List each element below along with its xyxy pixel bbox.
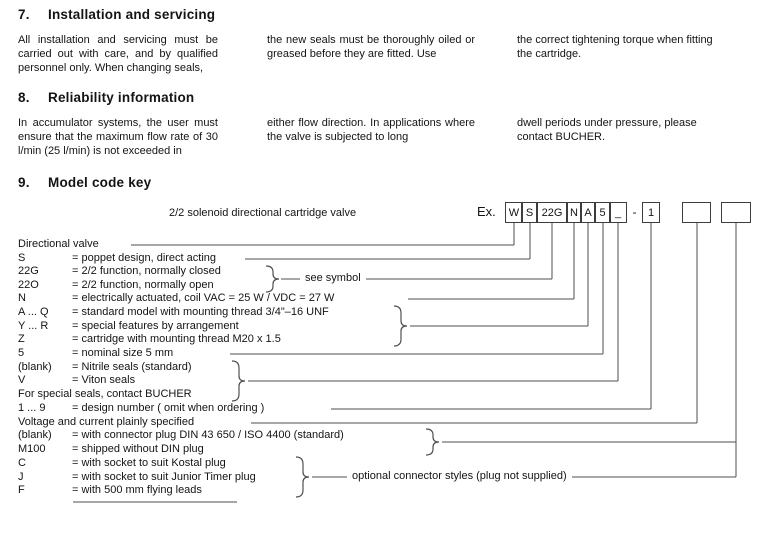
model-code-row: [18, 320, 239, 332]
model-code-row: [18, 388, 192, 400]
section-8-column-2: either flow direction. In applications where the valve is subjected to long: [267, 117, 475, 143]
vertical-drop-lines: [514, 223, 736, 477]
code-label: Voltage and current plainly specified: [18, 416, 195, 428]
model-code-row: [18, 471, 256, 483]
model-code-box-n: N: [566, 202, 582, 223]
code-label: M100: [18, 443, 46, 455]
code-label: 22G: [18, 265, 39, 277]
section-number: 7.: [18, 7, 30, 22]
code-label: J: [18, 471, 24, 483]
section-number: 8.: [18, 90, 30, 105]
code-label: F: [18, 484, 25, 496]
code-description: = Viton seals: [72, 374, 136, 386]
code-label: (blank): [18, 429, 52, 441]
code-label: 1 ... 9: [18, 402, 46, 414]
model-code-row: [18, 279, 214, 291]
model-code-row: [18, 402, 264, 414]
model-code-box-connector: [721, 202, 751, 223]
model-code-row: [18, 265, 221, 277]
model-code-row: [18, 457, 226, 469]
model-code-row: [18, 484, 202, 496]
code-description: = with connector plug DIN 43 650 / ISO 4400 (standard): [72, 429, 344, 441]
code-description: = with 500 mm flying leads: [72, 484, 202, 496]
code-label: (blank): [18, 361, 52, 373]
code-description: = 2/2 function, normally closed: [72, 265, 221, 277]
code-label: C: [18, 457, 26, 469]
code-label: S: [18, 252, 26, 264]
code-label: A ... Q: [18, 306, 49, 318]
section-8-column-1: In accumulator systems, the user must ensure that the maximum flow rate of 30 l/min (25 l/min) is not exceeded in: [18, 117, 218, 157]
model-code-row: [18, 443, 204, 455]
section-7-column-3: the correct tightening torque when fitting the cartridge.: [517, 34, 713, 60]
model-code-box-a: A: [580, 202, 596, 223]
code-label: For special seals, contact BUCHER: [18, 388, 192, 400]
section-title: Installation and servicing: [48, 7, 216, 22]
see-symbol-label: see symbol: [300, 272, 366, 284]
code-label: Directional valve: [18, 238, 99, 250]
code-description: = Nitrile seals (standard): [72, 361, 192, 373]
model-code-box-s: S: [521, 202, 538, 223]
model-code-separator: -: [632, 205, 637, 219]
model-code-box-voltage: [682, 202, 711, 223]
code-description: = poppet design, direct acting: [72, 252, 217, 264]
code-description: = with socket to suit Kostal plug: [72, 457, 226, 469]
code-description: = cartridge with mounting thread M20 x 1.5: [72, 333, 281, 345]
example-label: Ex.: [477, 204, 496, 219]
code-label: Y ... R: [18, 320, 49, 332]
model-code-row: [18, 252, 216, 264]
code-description: = design number ( omit when ordering ): [72, 402, 265, 414]
model-code-row: [18, 429, 344, 441]
code-description: = with socket to suit Junior Timer plug: [72, 471, 256, 483]
section-number: 9.: [18, 175, 30, 190]
valve-type-caption: 2/2 solenoid directional cartridge valve: [169, 207, 357, 219]
optional-connector-label: optional connector styles (plug not supplied): [347, 470, 572, 482]
code-label: 22O: [18, 279, 39, 291]
model-code-row: [18, 361, 192, 373]
model-code-row: [18, 238, 99, 250]
model-code-row: [18, 306, 329, 318]
code-label: 5: [18, 347, 25, 359]
section-title: Model code key: [48, 175, 152, 190]
model-code-row: [18, 333, 281, 345]
section-7-column-2: the new seals must be thoroughly oiled or greased before they are fitted. Use: [267, 34, 475, 60]
code-description: = 2/2 function, normally open: [72, 279, 214, 291]
code-description: = electrically actuated, coil VAC = 25 W / VDC = 27 W: [72, 292, 335, 304]
code-description: = special features by arrangement: [72, 320, 239, 332]
code-label: V: [18, 374, 26, 386]
code-description: = shipped without DIN plug: [72, 443, 204, 455]
model-code-box-seal: _: [609, 202, 627, 223]
code-label: Z: [18, 333, 25, 345]
model-code-row: [18, 347, 173, 359]
section-7-column-1: All installation and servicing must be carried out with care, and by qualified personnel only. When changing seals,: [18, 34, 218, 74]
code-label: N: [18, 292, 26, 304]
model-code-box-5: 5: [594, 202, 611, 223]
code-description: = nominal size 5 mm: [72, 347, 174, 359]
model-code-box-design: 1: [642, 202, 660, 223]
model-code-box-w: W: [505, 202, 523, 223]
section-title: Reliability information: [48, 90, 195, 105]
code-description: = standard model with mounting thread 3/4"–16 UNF: [72, 306, 329, 318]
model-code-row: [18, 374, 135, 386]
model-code-row: [18, 292, 334, 304]
model-code-box-22g: 22G: [536, 202, 568, 223]
model-code-row: [18, 416, 194, 428]
section-8-column-3: dwell periods under pressure, please contact BUCHER.: [517, 117, 697, 143]
